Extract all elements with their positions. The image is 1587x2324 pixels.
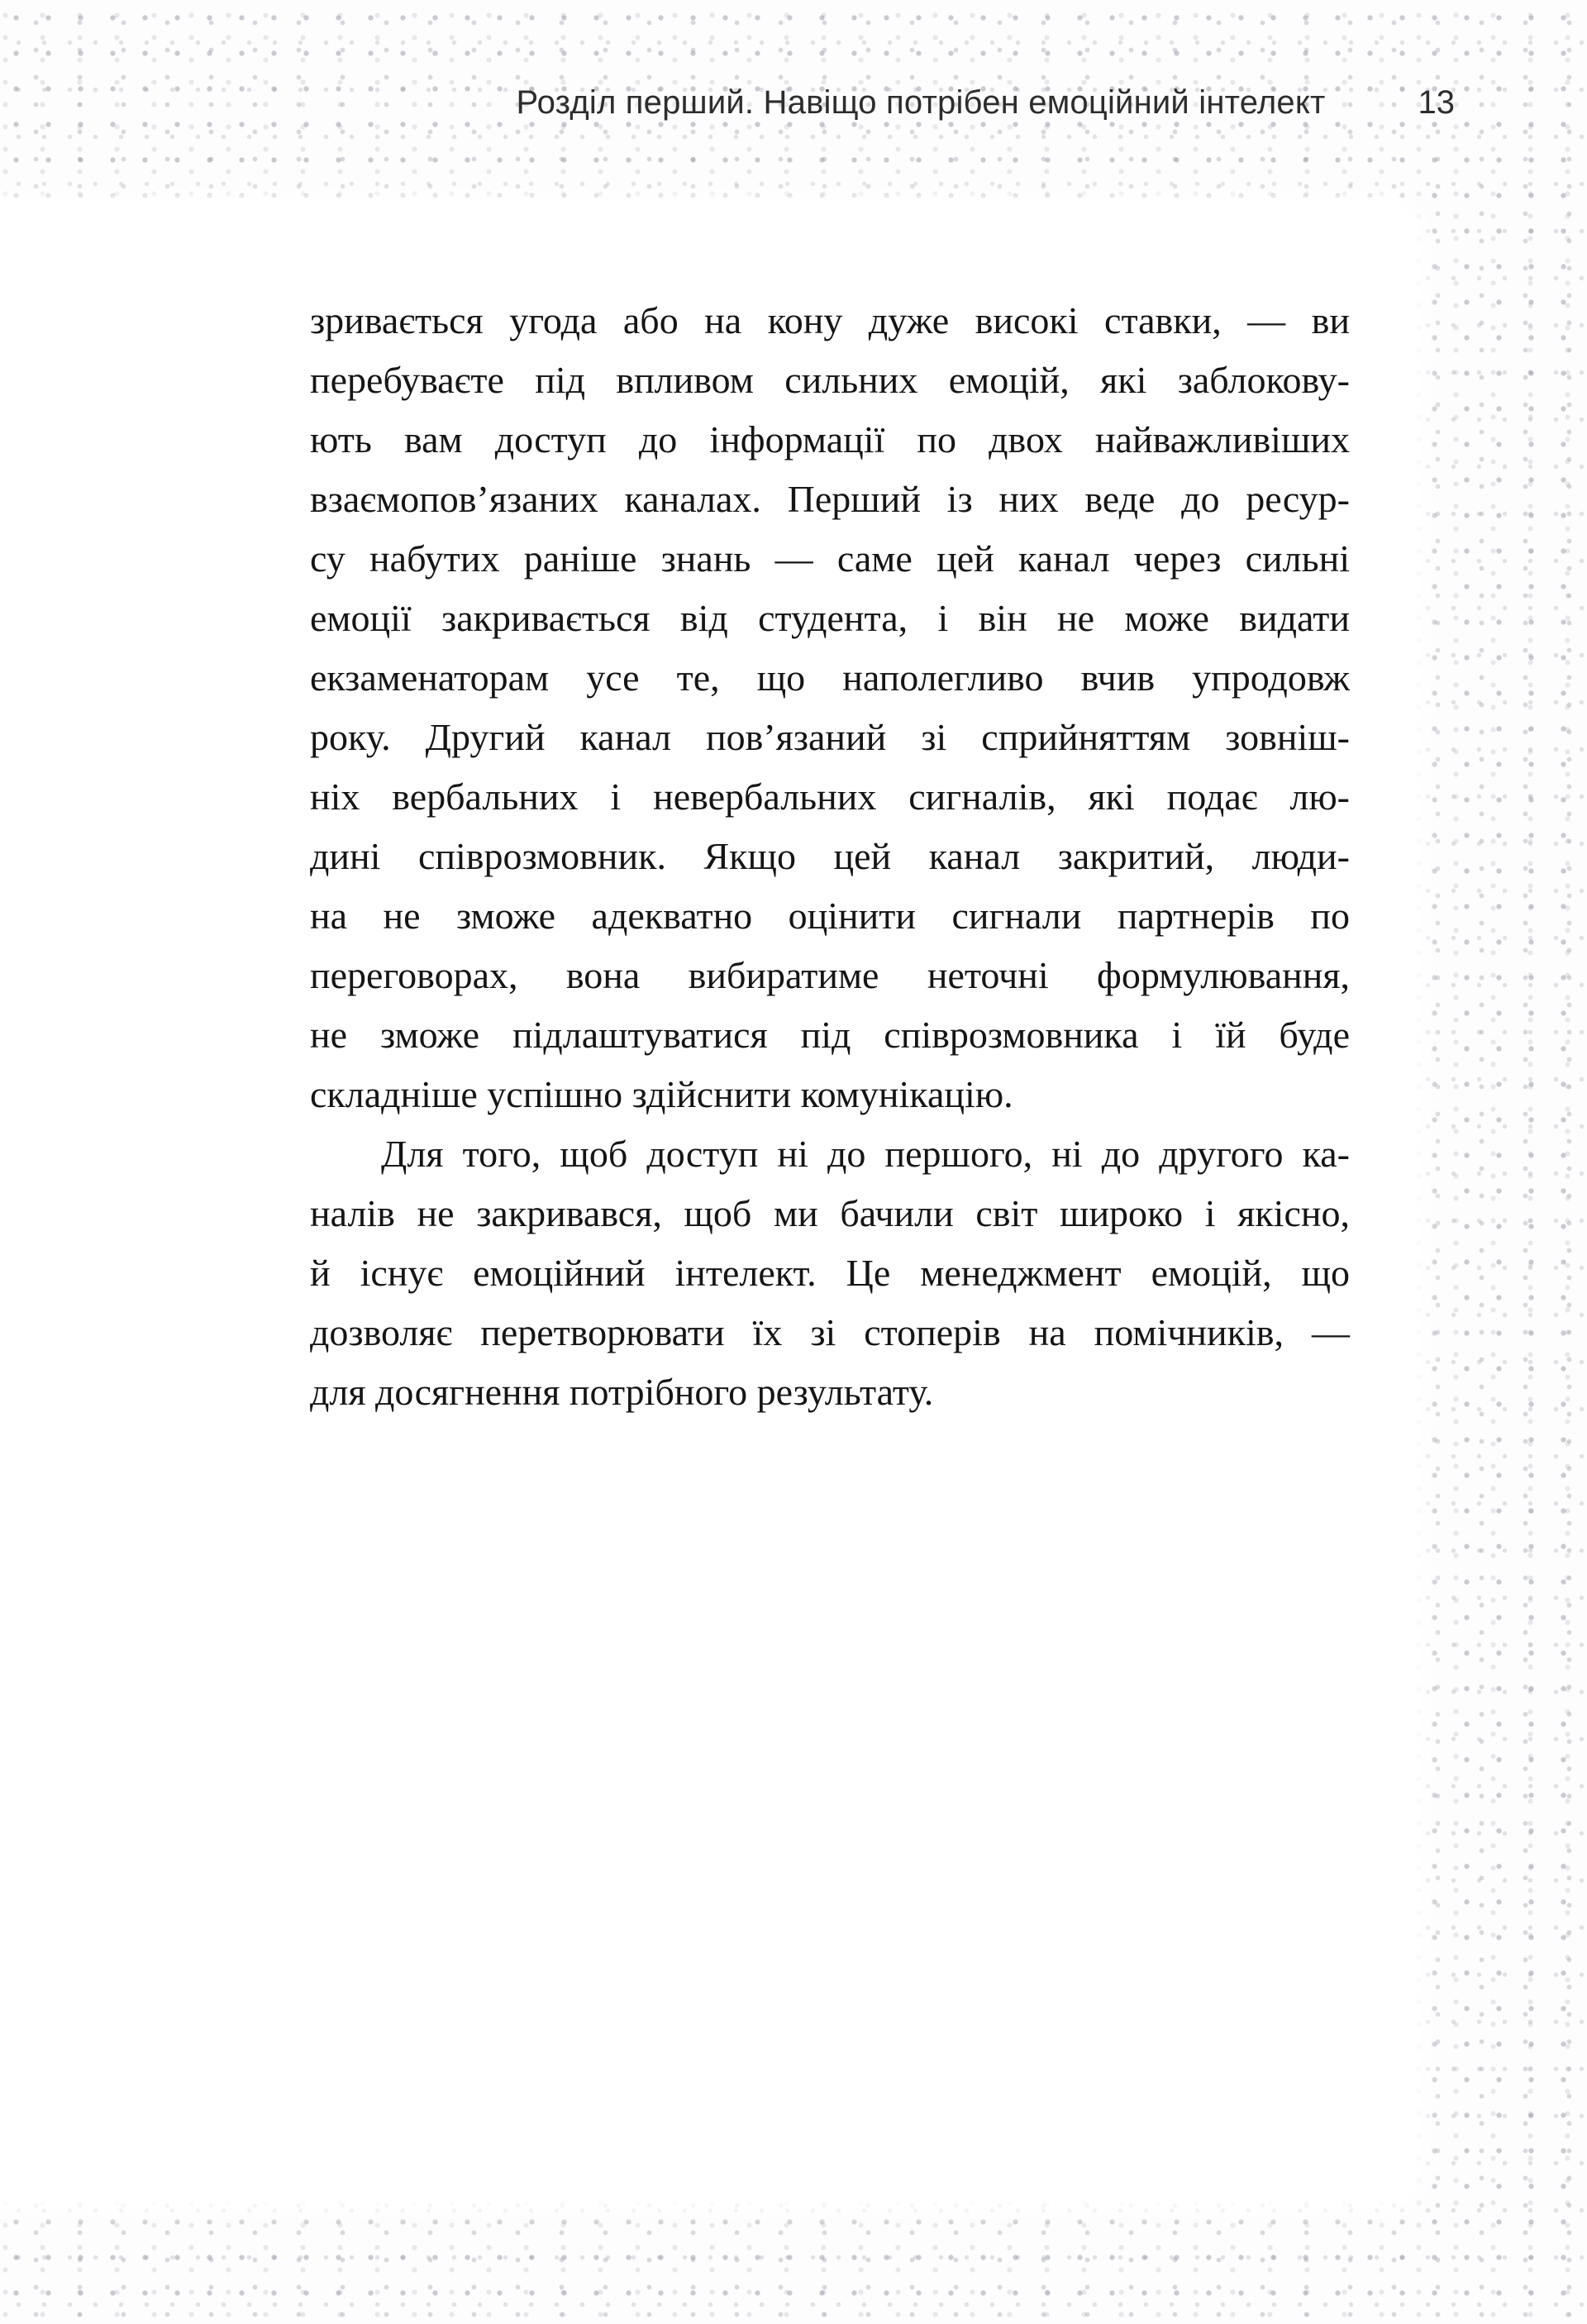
text-line: ють вам доступ до інформації по двох найважливіших [310, 418, 1350, 461]
page-number: 13 [1418, 84, 1455, 121]
text-line: року. Другий канал пов’язаний зі сприйняттям зовніш- [310, 716, 1350, 758]
text-line: переговорах, вона вибиратиме неточні формулювання, [310, 954, 1350, 996]
text-line: на не зможе адекватно оцінити сигнали партнерів по [310, 895, 1350, 937]
text-line: й існує емоційний інтелект. Це менеджмент емоцій, що [310, 1252, 1350, 1294]
text-line: екзаменаторам усе те, що наполегливо вчив упродовж [310, 656, 1350, 699]
text-line: дині співрозмовник. Якщо цей канал закритий, люди- [310, 835, 1350, 877]
chapter-header-title: Розділ перший. Навіщо потрібен емоційний інтелект [516, 84, 1326, 121]
text-line: для досягнення потрібного результату. [310, 1371, 934, 1413]
text-line: взаємопов’язаних каналах. Перший із них веде до ресур- [310, 478, 1350, 520]
text-line: складніше успішно здійснити комунікацію. [310, 1073, 1013, 1115]
text-line: ніх вербальних і невербальних сигналів, які подає лю- [310, 775, 1350, 818]
text-line: налів не закривався, щоб ми бачили світ широко і якісно, [310, 1192, 1350, 1234]
text-line: Для того, щоб доступ ні до першого, ні до другого ка- [381, 1133, 1350, 1175]
text-line: перебуваєте під впливом сильних емоцій, які заблокову- [310, 359, 1350, 401]
running-header [0, 84, 1455, 122]
text-line: не зможе підлаштуватися під співрозмовника і їй буде [310, 1014, 1350, 1056]
text-line: емоції закривається від студента, і він не може видати [310, 597, 1350, 639]
text-line: су набутих раніше знань — саме цей канал через сильні [310, 537, 1350, 580]
text-block [310, 291, 1350, 1422]
text-line: дозволяє перетворювати їх зі стоперів на помічників, — [310, 1311, 1350, 1353]
text-line: зривається угода або на кону дуже високі ставки, — ви [310, 299, 1350, 341]
